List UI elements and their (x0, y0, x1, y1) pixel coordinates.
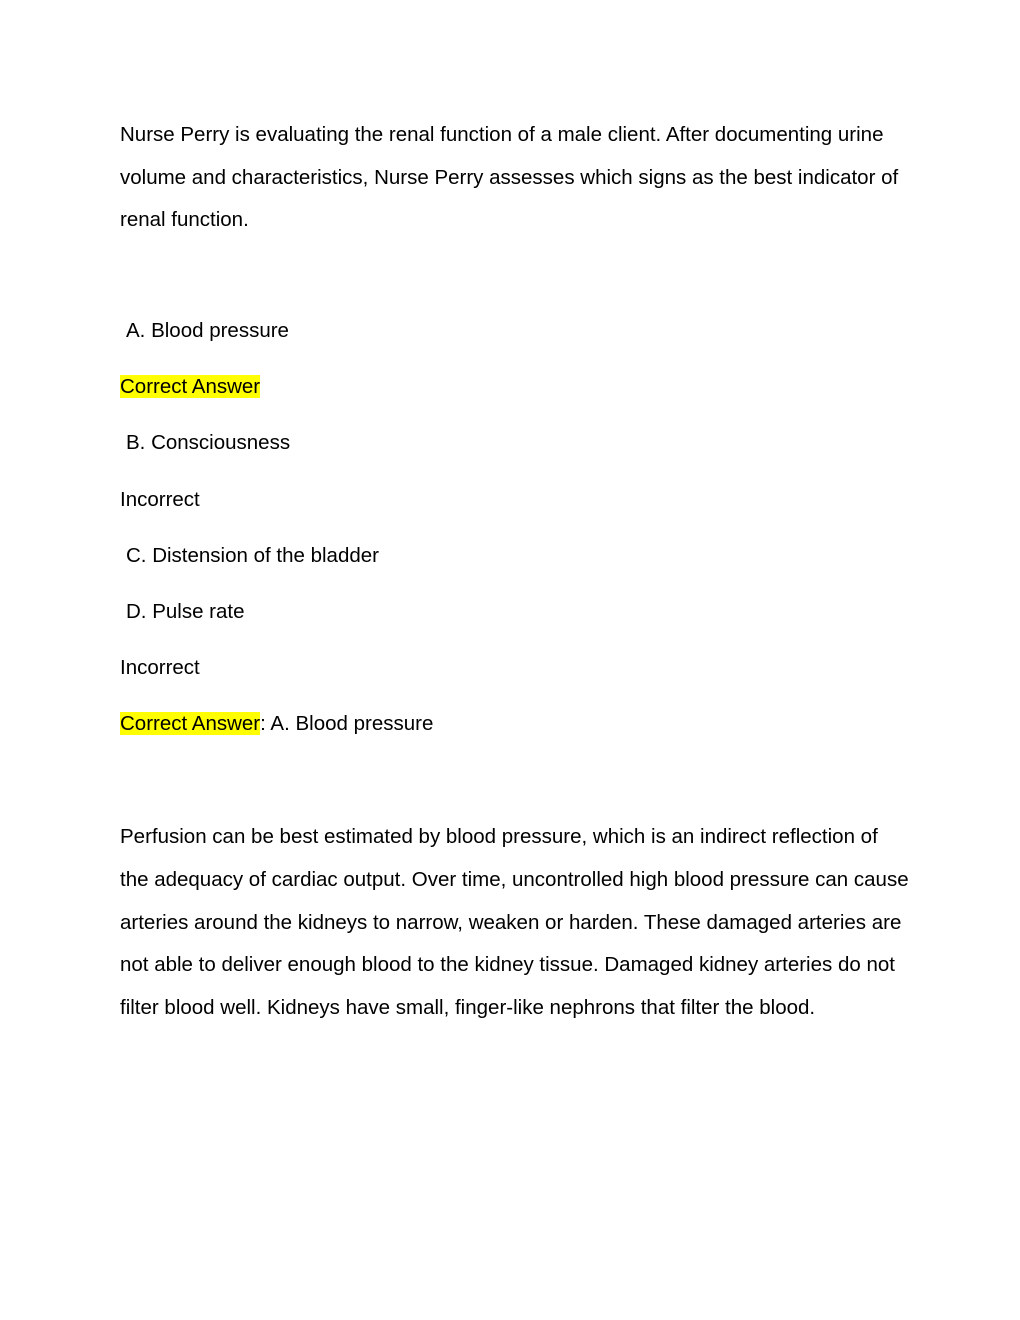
answer-prefix-highlight: Correct Answer (120, 712, 261, 735)
option-d-feedback: Incorrect (120, 656, 200, 679)
answer-value: : A. Blood pressure (260, 712, 434, 735)
answer-line (120, 710, 433, 738)
option-b-feedback: Incorrect (120, 488, 200, 511)
option-b: B. Consciousness (126, 431, 291, 454)
explanation-text: Perfusion can be best estimated by blood pressure, which is an indirect reflection of the adequacy of cardiac output. Over time, uncontrolled high blood pressure can cause arteries around the kidneys to narrow, weaken or harden. These damaged arteries are not able to deliver enough blood to the kidney tissue. Damaged kidney arteries do not filter blood well. Kidneys have small, finger-like nephrons that filter the blood. (120, 825, 909, 1020)
option-c: C. Distension of the bladder (126, 544, 379, 567)
option-a-feedback (120, 373, 260, 401)
option-d: D. Pulse rate (126, 600, 245, 623)
option-a: A. Blood pressure (126, 319, 289, 342)
document-page (120, 0, 909, 1320)
question-text: Nurse Perry is evaluating the renal function of a male client. After documenting urine volume and characteristics, Nurse Perry assesses which signs as the best indicator of renal function. (120, 123, 899, 232)
correct-answer-highlight: Correct Answer (120, 375, 261, 398)
